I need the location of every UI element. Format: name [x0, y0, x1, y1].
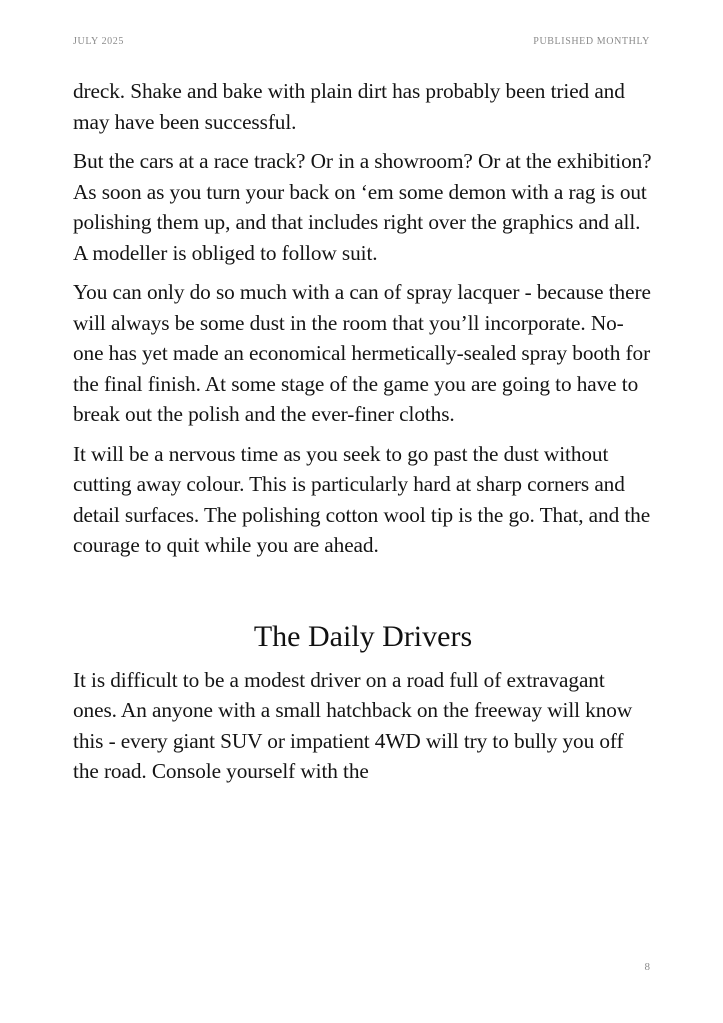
- paragraph: It will be a nervous time as you seek to go past the dust without cutting away colour. This is particularly hard at sharp corners and detail surfaces. The polishing cotton wool tip is the go. That, and the courage to quit while you are ahead.: [73, 441, 651, 557]
- article-body: [73, 76, 653, 796]
- paragraph: dreck. Shake and bake with plain dirt has probably been tried and may have been successful.: [73, 79, 625, 134]
- paragraph: It is difficult to be a modest driver on a road full of extravagant ones. An anyone with a small hatchback on the freeway will know this - every giant SUV or impatient 4WD will try to bully you off the road. Console yourself with the: [73, 667, 633, 783]
- paragraph: You can only do so much with a can of spray lacquer - because there will always be some dust in the room that you’ll incorporate. No-one has yet made an economical hermetically-sealed spray booth for the final finish. At some stage of the game you are going to have to break out the polish and the ever-finer cloths.: [73, 280, 651, 426]
- issue-date: JULY 2025: [73, 36, 124, 47]
- page-number: 8: [644, 961, 650, 973]
- section-heading: The Daily Drivers: [253, 619, 473, 653]
- paragraph: But the cars at a race track? Or in a showroom? Or at the exhibition? As soon as you turn your back on ‘em some demon with a rag is out polishing them up, and that includes right over the graphics and all. A modeller is obliged to follow suit.: [73, 149, 652, 265]
- publication-frequency: PUBLISHED MONTHLY: [533, 36, 650, 47]
- running-header: [73, 36, 650, 47]
